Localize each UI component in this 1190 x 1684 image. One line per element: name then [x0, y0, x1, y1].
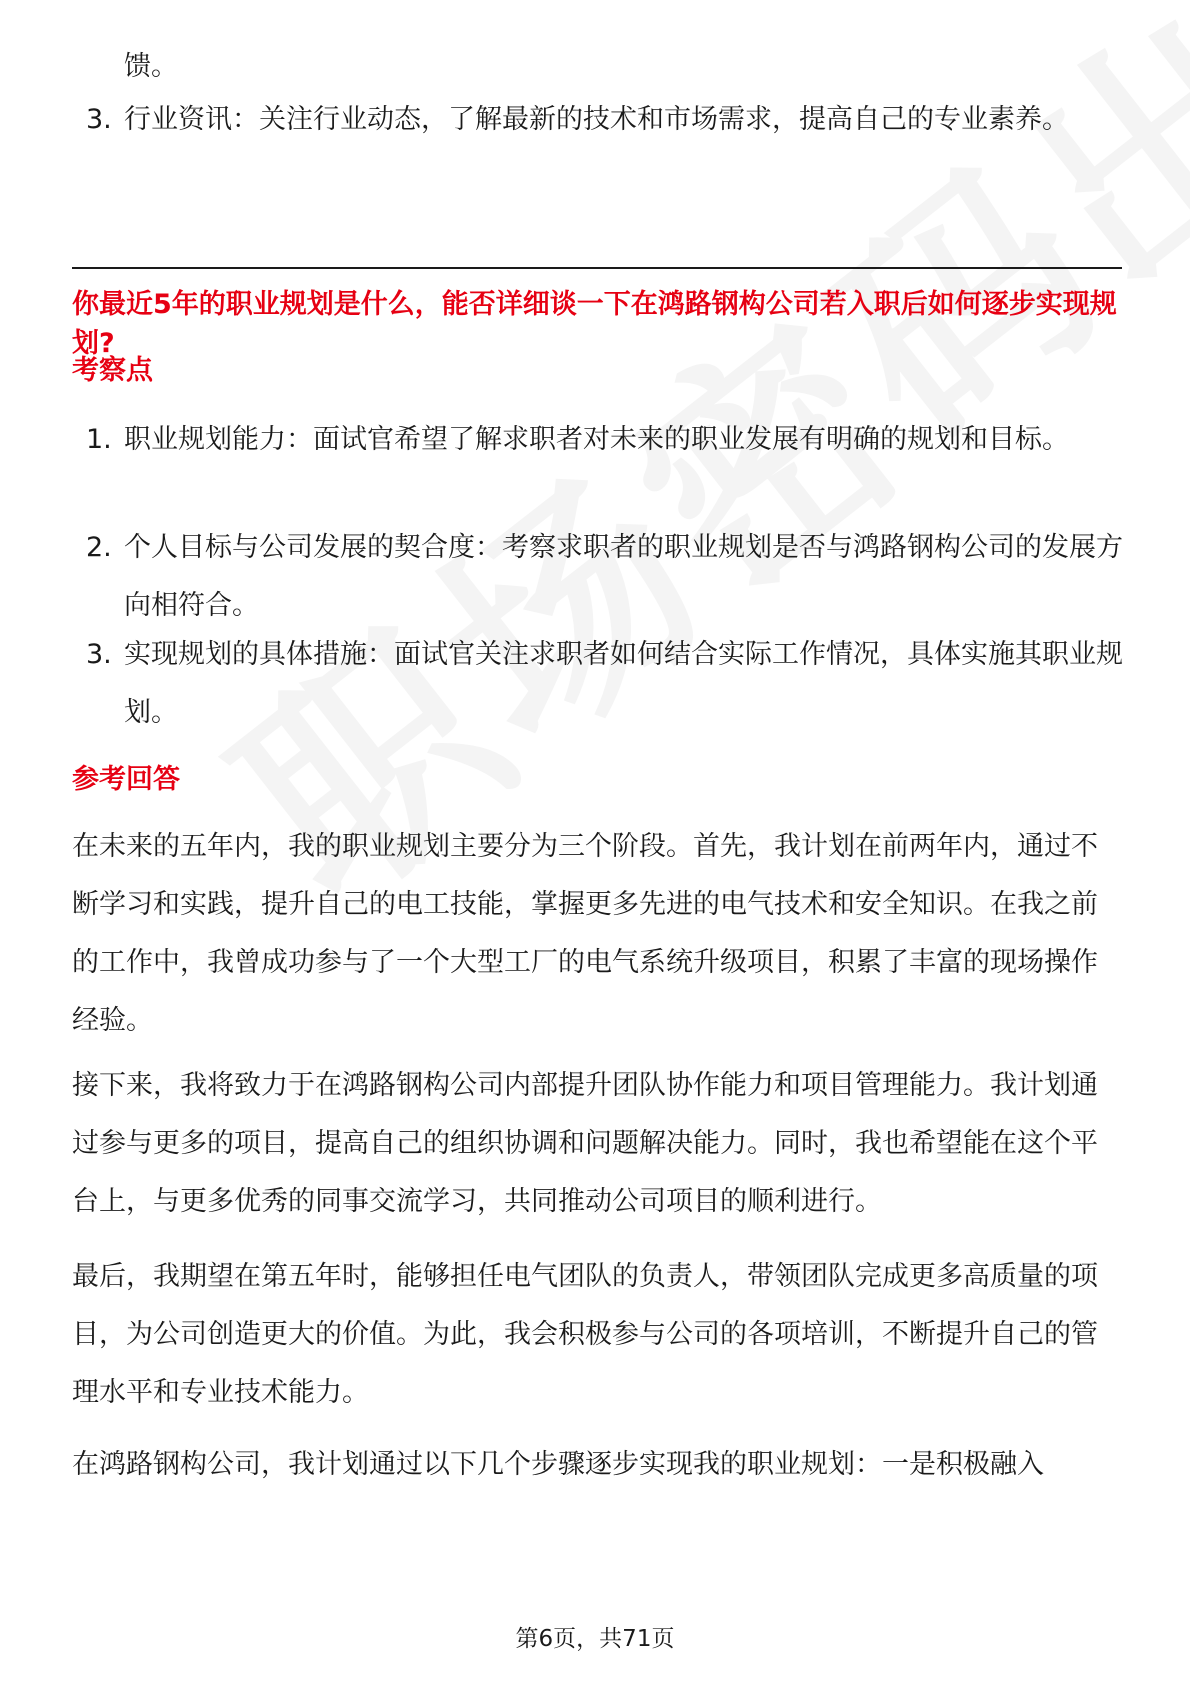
page-number-footer: 第6页，共71页 — [515, 1626, 675, 1652]
list-item-text: 个人目标与公司发展的契合度：考察求职者的职业规划是否与鸿路钢构公司的发展方向相符合。 — [124, 532, 1123, 621]
answer-paragraph: 在鸿路钢构公司，我计划通过以下几个步骤逐步实现我的职业规划：一是积极融入 — [72, 1449, 1044, 1480]
list-item-number: 1. — [86, 424, 112, 455]
answer-paragraph: 最后，我期望在第五年时，能够担任电气团队的负责人，带领团队完成更多高质量的项目，为公司创造更大的价值。为此，我会积极参与公司的各项培训，不断提升自己的管理水平和专业技术能力。 — [72, 1261, 1098, 1408]
list-item-text: 实现规划的具体措施：面试官关注求职者如何结合实际工作情况，具体实施其职业规划。 — [124, 639, 1123, 728]
list-item-text: 职业规划能力：面试官希望了解求职者对未来的职业发展有明确的规划和目标。 — [124, 424, 1069, 455]
list-item-text: 馈。 — [124, 51, 178, 82]
focus-heading: 考察点 — [72, 355, 153, 386]
list-item-number: 3. — [86, 639, 112, 670]
answer-paragraph: 在未来的五年内，我的职业规划主要分为三个阶段。首先，我计划在前两年内，通过不断学习和实践，提升自己的电工技能，掌握更多先进的电气技术和安全知识。在我之前的工作中，我曾成功参与了一个大型工厂的电气系统升级项目，积累了丰富的现场操作经验。 — [72, 831, 1098, 1036]
answer-heading: 参考回答 — [72, 764, 180, 795]
answer-paragraph: 接下来，我将致力于在鸿路钢构公司内部提升团队协作能力和项目管理能力。我计划通过参与更多的项目，提高自己的组织协调和问题解决能力。同时，我也希望能在这个平台上，与更多优秀的同事交流学习，共同推动公司项目的顺利进行。 — [72, 1070, 1098, 1217]
list-item-text: 行业资讯：关注行业动态，了解最新的技术和市场需求，提高自己的专业素养。 — [124, 104, 1069, 135]
question-title: 你最近5年的职业规划是什么，能否详细谈一下在鸿路钢构公司若入职后如何逐步实现规划? — [72, 289, 1117, 359]
list-item-number: 3. — [86, 104, 112, 135]
section-divider — [72, 267, 1122, 269]
list-item-number: 2. — [86, 532, 112, 563]
